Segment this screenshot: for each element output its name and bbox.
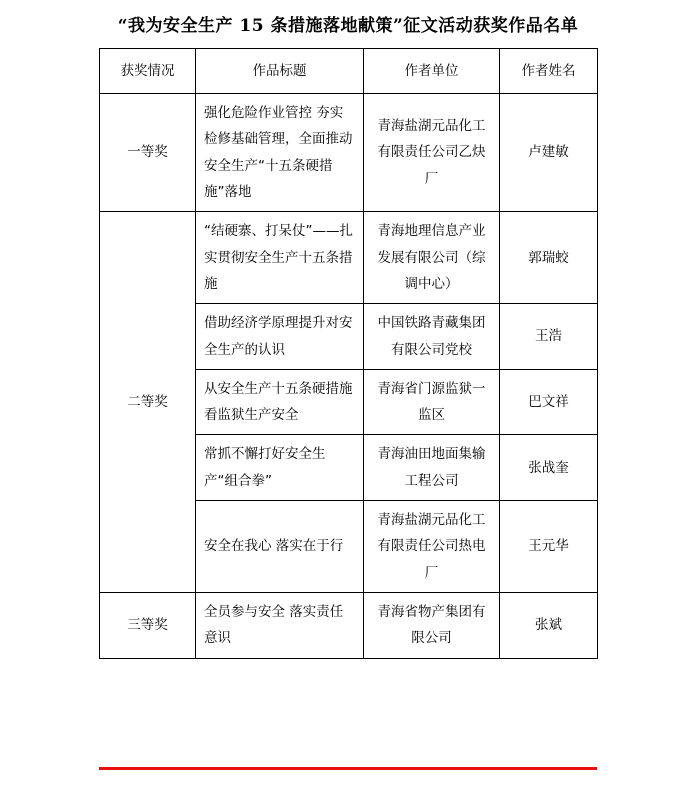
cell-rank: 二等奖 — [100, 212, 196, 593]
cell-title: 从安全生产十五条硬措施看监狱生产安全 — [196, 369, 364, 435]
table-header-row — [100, 49, 598, 94]
cell-title: 常抓不懈打好安全生产“组合拳” — [196, 435, 364, 501]
cell-org: 青海油田地面集输工程公司 — [364, 435, 500, 501]
awards-table-wrapper — [99, 48, 597, 659]
cell-org: 青海省门源监狱一监区 — [364, 369, 500, 435]
column-header-org: 作者单位 — [364, 49, 500, 94]
column-header-name: 作者姓名 — [500, 49, 598, 94]
cell-rank: 三等奖 — [100, 593, 196, 659]
cell-title: “结硬寨、打呆仗”——扎实贯彻安全生产十五条措施 — [196, 212, 364, 304]
cell-rank: 一等奖 — [100, 94, 196, 212]
cell-name: 卢建敏 — [500, 94, 598, 212]
cell-org: 青海地理信息产业发展有限公司（综调中心） — [364, 212, 500, 304]
cell-org: 中国铁路青藏集团有限公司党校 — [364, 304, 500, 370]
awards-table — [99, 48, 598, 659]
table-row — [100, 94, 598, 212]
cell-org: 青海盐湖元品化工有限责任公司热电厂 — [364, 501, 500, 593]
red-underline-marker — [99, 767, 597, 770]
cell-name: 张斌 — [500, 593, 598, 659]
cell-title: 强化危险作业管控 夯实检修基础管理，全面推动安全生产“十五条硬措施”落地 — [196, 94, 364, 212]
cell-name: 王元华 — [500, 501, 598, 593]
table-row — [100, 212, 598, 304]
cell-org: 青海盐湖元品化工有限责任公司乙炔厂 — [364, 94, 500, 212]
page-title: “我为安全生产 15 条措施落地献策”征文活动获奖作品名单 — [117, 16, 579, 36]
cell-title: 安全在我心 落实在于行 — [196, 501, 364, 593]
table-row — [100, 593, 598, 659]
cell-title: 全员参与安全 落实责任意识 — [196, 593, 364, 659]
cell-title: 借助经济学原理提升对安全生产的认识 — [196, 304, 364, 370]
cell-org: 青海省物产集团有限公司 — [364, 593, 500, 659]
cell-name: 郭瑞蛟 — [500, 212, 598, 304]
column-header-title: 作品标题 — [196, 49, 364, 94]
column-header-rank: 获奖情况 — [100, 49, 196, 94]
cell-name: 张战奎 — [500, 435, 598, 501]
cell-name: 巴文祥 — [500, 369, 598, 435]
cell-name: 王浩 — [500, 304, 598, 370]
